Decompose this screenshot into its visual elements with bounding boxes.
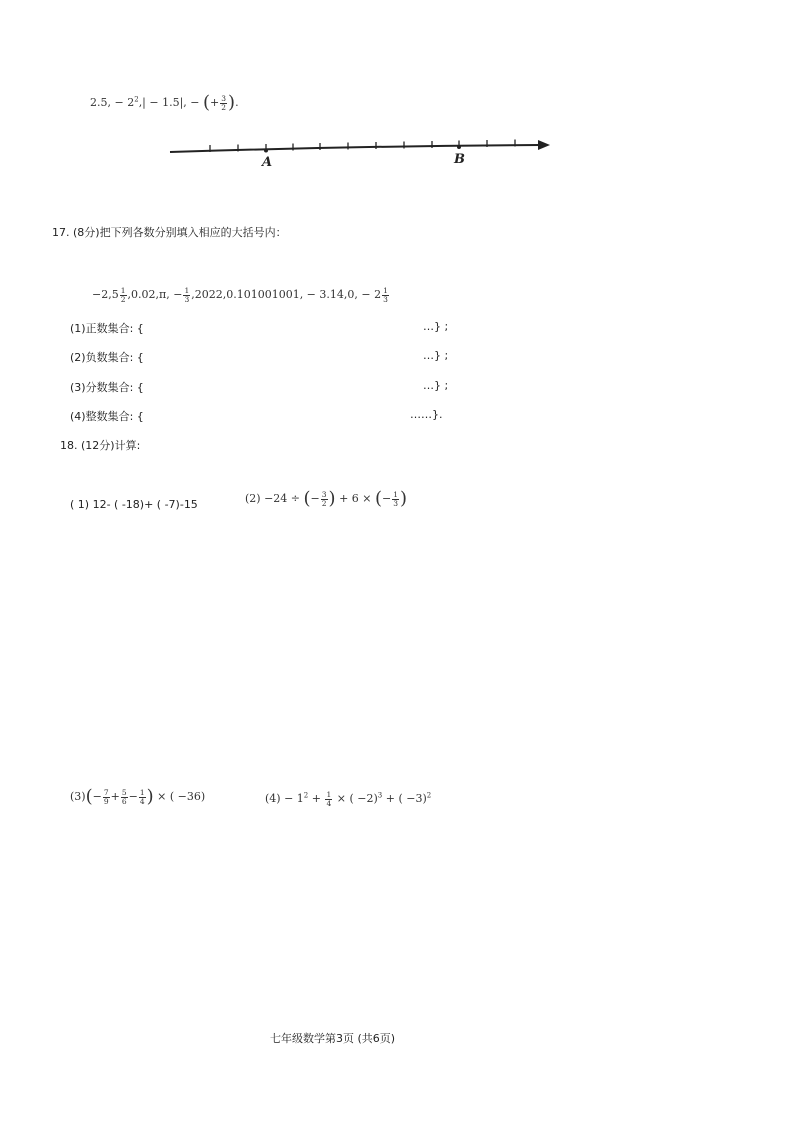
q18-p2-f1-num: 3 bbox=[321, 490, 327, 499]
q18-p3-f3-num: 1 bbox=[139, 788, 145, 797]
q18-problem-3 bbox=[70, 788, 205, 806]
q18-p4-f1-den: 4 bbox=[326, 798, 332, 808]
q17-f3-num: 1 bbox=[383, 286, 388, 295]
q17-set-negative bbox=[70, 349, 470, 365]
q18-p3-f2-den: 6 bbox=[121, 796, 127, 806]
q17-f1-den: 2 bbox=[120, 294, 126, 304]
q18-problem-1: ( 1) 12- ( -18)+ ( -7)-15 bbox=[70, 498, 198, 511]
q18-p2-prefix: (2) −24 ÷ bbox=[245, 492, 301, 505]
q16-num-b-exp: 2 bbox=[134, 95, 139, 104]
q17-part-3: ,2022,0.101001001, − 3.14,0, − 2 bbox=[191, 288, 382, 301]
right-paren: ) bbox=[328, 488, 336, 509]
q17-part-1: −2,5 bbox=[92, 288, 119, 301]
q16-num-b: − 2 bbox=[114, 96, 135, 109]
point-a-dot bbox=[264, 149, 268, 153]
q17-title: 17. (8分)把下列各数分别填入相应的大括号内： bbox=[52, 226, 287, 239]
q17-set-integer bbox=[70, 408, 470, 424]
q18-p3-f2-num: 5 bbox=[121, 788, 127, 797]
point-a-label: A bbox=[262, 155, 273, 170]
page-footer: 七年级数学第3页 (共6页) bbox=[270, 1032, 396, 1045]
q18-p2-f2-num: 1 bbox=[393, 490, 399, 499]
q17-set-fraction-end: …} ; bbox=[423, 379, 449, 392]
q18-p3-fraction-2 bbox=[121, 789, 128, 805]
point-b-dot bbox=[457, 145, 461, 149]
left-paren: ( bbox=[85, 786, 93, 807]
number-line-axis bbox=[170, 145, 540, 152]
q18-title: 18. (12分)计算: bbox=[60, 439, 141, 452]
q17-f3-den: 3 bbox=[383, 294, 388, 304]
q17-set-fraction bbox=[70, 379, 470, 395]
q17-set-fraction-label: (3)分数集合: { bbox=[70, 381, 144, 394]
right-paren: ) bbox=[228, 92, 236, 113]
q16-num-a: 2.5, bbox=[90, 96, 111, 109]
q18-p2-fraction-1 bbox=[321, 491, 328, 507]
number-line bbox=[160, 132, 560, 176]
q18-p4-fraction bbox=[325, 791, 332, 807]
q17-set-positive-label: (1)正数集合: { bbox=[70, 322, 144, 335]
q17-set-positive bbox=[70, 320, 470, 336]
q18-p2-f2-den: 3 bbox=[393, 498, 399, 508]
right-paren: ) bbox=[400, 488, 408, 509]
q18-p4-plus: + bbox=[311, 792, 321, 805]
q18-p4-prefix: (4) − 1 bbox=[265, 792, 304, 805]
q18-p4-f1-num: 1 bbox=[326, 790, 332, 799]
q18-p3-minus-2: − bbox=[128, 790, 138, 803]
q16-fraction bbox=[220, 95, 227, 111]
q18-p4-mid-2: + ( −3) bbox=[385, 792, 427, 805]
q18-p2-f1-den: 2 bbox=[321, 498, 327, 508]
q18-p3-minus: − bbox=[92, 790, 102, 803]
q17-set-integer-end: ……}. bbox=[410, 408, 443, 421]
q17-part-2: ,0.02,π, − bbox=[127, 288, 183, 301]
q16-tail: . bbox=[235, 96, 239, 109]
q18-p2-fraction-2 bbox=[392, 491, 399, 507]
q16-number-list bbox=[90, 94, 239, 112]
q18-p3-prefix: (3) bbox=[70, 790, 86, 803]
left-paren: ( bbox=[375, 488, 383, 509]
right-paren: ) bbox=[146, 786, 154, 807]
q18-problem-4 bbox=[265, 791, 431, 807]
q17-fraction-2 bbox=[183, 287, 190, 303]
q17-f1-num: 1 bbox=[120, 286, 126, 295]
q17-set-negative-label: (2)负数集合: { bbox=[70, 351, 144, 364]
q18-p3-tail: × ( −36) bbox=[157, 790, 206, 803]
q18-p4-exp-1: 2 bbox=[303, 791, 309, 800]
q17-fraction-1 bbox=[120, 287, 127, 303]
q17-f2-den: 3 bbox=[184, 294, 190, 304]
q16-num-c: ,| − 1.5|, − bbox=[138, 96, 200, 109]
point-b-label: B bbox=[454, 152, 465, 167]
left-paren: ( bbox=[203, 92, 211, 113]
left-paren: ( bbox=[303, 488, 311, 509]
q18-p2-minus-1: − bbox=[310, 492, 320, 505]
q18-p3-plus: + bbox=[110, 790, 120, 803]
q18-p4-exp-2: 3 bbox=[377, 791, 383, 800]
q16-plus-sign: + bbox=[210, 96, 220, 109]
q18-p4-exp-3: 2 bbox=[426, 791, 432, 800]
q17-set-positive-end: …} ; bbox=[423, 320, 449, 333]
q18-problem-2 bbox=[245, 490, 407, 508]
q17-number-list bbox=[92, 287, 390, 303]
q18-p2-mid: + 6 × bbox=[339, 492, 372, 505]
q18-p3-f1-num: 7 bbox=[103, 788, 109, 797]
q17-set-negative-end: …} ; bbox=[423, 349, 449, 362]
q18-p3-f3-den: 4 bbox=[139, 796, 145, 806]
q17-fraction-3 bbox=[382, 287, 389, 303]
q16-frac-num: 3 bbox=[221, 94, 227, 103]
q18-p3-f1-den: 9 bbox=[103, 796, 109, 806]
q17-f2-num: 1 bbox=[184, 286, 190, 295]
q16-frac-den: 2 bbox=[221, 102, 227, 112]
number-line-arrow bbox=[538, 140, 550, 150]
q18-p3-fraction-1 bbox=[103, 789, 110, 805]
q18-p2-minus-2: − bbox=[382, 492, 392, 505]
q17-set-integer-label: (4)整数集合: { bbox=[70, 410, 144, 423]
q18-p3-fraction-3 bbox=[139, 789, 146, 805]
q18-p4-mid: × ( −2) bbox=[336, 792, 378, 805]
